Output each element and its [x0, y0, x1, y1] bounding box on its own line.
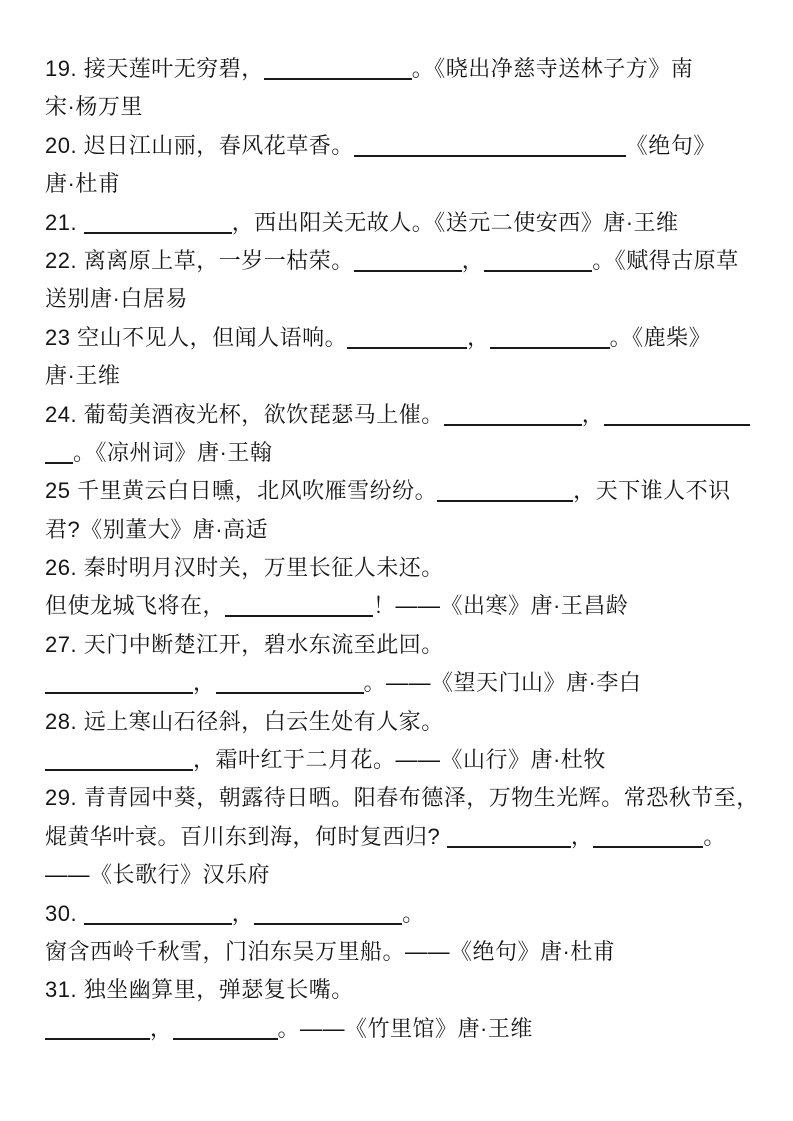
answer-blank[interactable] — [347, 325, 467, 349]
line-text: 31. 独坐幽算里，弹瑟复长嘴。 — [45, 977, 354, 1003]
text-line — [45, 127, 763, 165]
line-text: 24. 葡萄美酒夜光杯，欲饮琵瑟马上催。 — [45, 401, 444, 427]
line-text: 28. 远上寒山石径斜，白云生处有人家。 — [45, 708, 444, 734]
text-line — [45, 626, 763, 664]
line-text: 27. 天门中断楚江开，碧水东流至此回。 — [45, 631, 444, 657]
line-text: 30. — [45, 900, 84, 926]
answer-blank[interactable] — [354, 133, 626, 157]
answer-blank[interactable] — [593, 824, 703, 848]
line-text: 焜黄华叶衰。百川东到海，何时复西归? — [45, 823, 447, 849]
line-text: 21. — [45, 209, 84, 235]
answer-blank[interactable] — [45, 747, 193, 771]
text-line — [45, 549, 763, 587]
line-text: ，霜叶红于二月花。——《山行》唐·杜牧 — [193, 747, 606, 773]
answer-blank[interactable] — [84, 210, 232, 234]
text-line — [45, 664, 763, 702]
line-text: 25 千里黄云白日曛，北风吹雁雪纷纷。 — [45, 478, 438, 504]
text-line — [45, 971, 763, 1009]
line-text: 22. 离离原上草，一岁一枯荣。 — [45, 247, 354, 273]
line-text: ，天下谁人不识 — [573, 478, 731, 504]
answer-blank[interactable] — [490, 325, 610, 349]
line-text: ，西出阳关无故人。《送元二使安西》唐·王维 — [231, 209, 679, 235]
line-text: ， — [193, 670, 216, 696]
line-text: 。——《望天门山》唐·李白 — [363, 670, 642, 696]
text-line — [45, 357, 763, 395]
answer-blank[interactable] — [264, 56, 412, 80]
text-line — [45, 933, 763, 971]
answer-blank[interactable] — [254, 901, 402, 925]
text-line — [45, 895, 763, 933]
text-line — [45, 818, 763, 856]
line-text: 送别唐·白居易 — [45, 286, 188, 312]
answer-blank[interactable] — [444, 402, 582, 426]
line-text: ， — [581, 401, 605, 427]
text-line — [45, 88, 763, 126]
text-line — [45, 434, 763, 472]
line-text: 宋·杨万里 — [45, 94, 143, 120]
line-text: 。《凉州词》唐·王翰 — [73, 439, 273, 465]
line-text: 。 — [703, 823, 726, 849]
line-text: 。《鹿柴》 — [609, 324, 712, 350]
answer-blank[interactable] — [484, 248, 592, 272]
line-text: 26. 秦时明月汉时关，万里长征人未还。 — [45, 555, 444, 581]
line-text: 窗含西岭千秋雪，门泊东吴万里船。——《绝句》唐·杜甫 — [45, 938, 616, 964]
line-text: 。《赋得古原草 — [592, 247, 739, 273]
answer-blank[interactable] — [447, 824, 571, 848]
text-line — [45, 242, 763, 280]
line-text: 君?《别董大》唐·高适 — [45, 516, 269, 542]
line-text: 唐·王维 — [45, 363, 121, 389]
answer-blank[interactable] — [45, 440, 73, 464]
line-text: ， — [231, 900, 255, 926]
text-line — [45, 703, 763, 741]
text-line — [45, 319, 763, 357]
answer-blank[interactable] — [354, 248, 462, 272]
answer-blank[interactable] — [225, 593, 373, 617]
text-line — [45, 280, 763, 318]
text-line — [45, 50, 763, 88]
line-text: ， — [570, 823, 594, 849]
text-line — [45, 1010, 763, 1048]
line-text: 。——《竹里馆》唐·王维 — [277, 1015, 533, 1041]
text-line — [45, 587, 763, 625]
line-text: ， — [467, 324, 490, 350]
line-text: 《绝句》 — [625, 132, 716, 158]
answer-blank[interactable] — [173, 1016, 278, 1040]
line-text: ， — [150, 1015, 173, 1041]
answer-blank[interactable] — [45, 1016, 150, 1040]
text-line — [45, 472, 763, 510]
answer-blank[interactable] — [437, 478, 573, 502]
text-line — [45, 204, 763, 242]
line-text: ——《长歌行》汉乐府 — [45, 862, 271, 888]
line-text: 唐·杜甫 — [45, 171, 121, 197]
line-text: 。《晓出净慈寺送林子方》南 — [411, 56, 694, 81]
worksheet-lines — [45, 50, 763, 1048]
line-text: 20. 迟日江山丽，春风花草香。 — [45, 132, 354, 158]
text-line — [45, 165, 763, 203]
line-text: 。 — [402, 900, 425, 926]
line-text: 23 空山不见人，但闻人语响。 — [45, 324, 348, 350]
text-line — [45, 511, 763, 549]
line-text: 19. 接天莲叶无穷碧， — [45, 56, 264, 81]
answer-blank[interactable] — [604, 402, 750, 426]
answer-blank[interactable] — [216, 670, 364, 694]
answer-blank[interactable] — [45, 670, 193, 694]
line-text: 29. 青青园中葵，朝露待日晒。阳春布德泽，万物生光辉。常恐秋节至， — [45, 785, 759, 811]
text-line — [45, 396, 763, 434]
line-text: ！——《出寒》唐·王昌龄 — [373, 593, 629, 619]
line-text: ， — [461, 247, 485, 273]
line-text: 但使龙城飞将在， — [45, 593, 226, 619]
text-line — [45, 856, 763, 894]
answer-blank[interactable] — [84, 901, 232, 925]
text-line — [45, 779, 763, 817]
text-line — [45, 741, 763, 779]
